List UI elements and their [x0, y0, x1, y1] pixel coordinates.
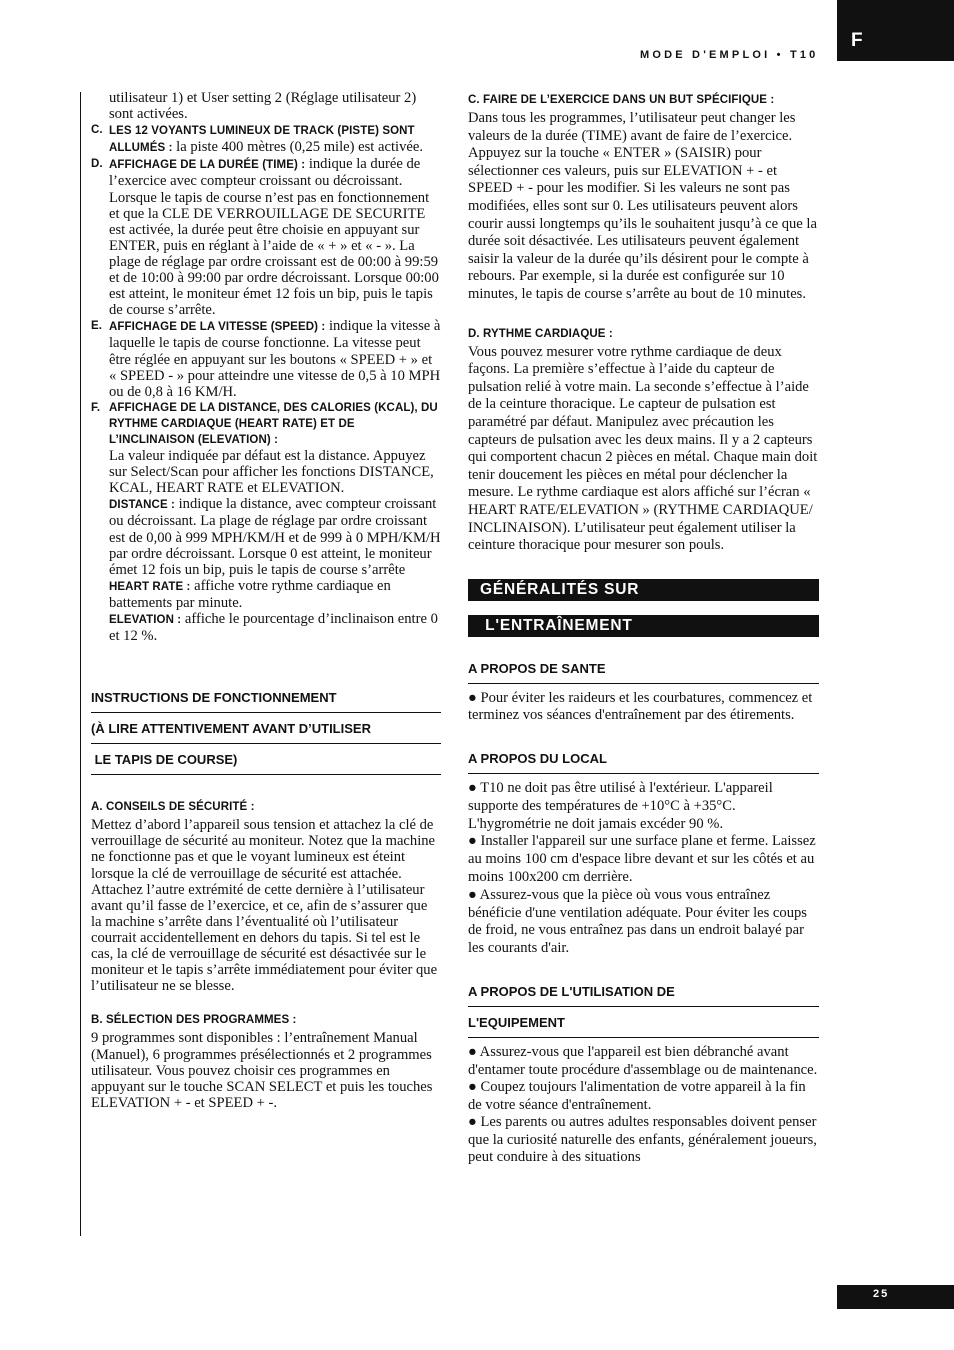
- paragraph-a: Mettez d’abord l’appareil sous tension et attachez la clé de verrouillage de sécurité au moniteur. Notez que la machine ne fonctionne pas et que le voyant lumineux est éteint lorsque la clé de verrouillage de sécurité est attachée. Attachez l’autre extrémité de cette dernière à l’utilisateur avant qu’il fasse de l’exercice, et ce, afin de s’assurer que la machine s’arrête dans l’éventualité où l’utilisateur courrait accidentellement en dehors du tapis. Si tel est le cas, la clé de verrouillage de sécurité est désactivée sur le moniteur et le tapis s’arrête immédiatement pour éviter que l’utilisateur ne se blesse.: [91, 817, 438, 995]
- local-bullet: ● T10 ne doit pas être utilisé à l'extérieur. L'appareil supporte des températures de +10°C à +35°C. L'hygrométrie ne doit jamais excéder 90 %.: [468, 779, 773, 832]
- local-bullet: ● Assurez-vous que la pièce où vous vous entraînez bénéficie d'une ventilation adéquate. Pour éviter les coups de froid, ne vous entraînez pas dans un endroit balayé par les courants d'air.: [468, 886, 807, 957]
- item-label: LES 12 VOYANTS LUMINEUX DE TRACK (PISTE) SONT ALLUMÉS :: [109, 125, 415, 155]
- right-column: [468, 90, 819, 1167]
- item-c-track: [91, 122, 441, 156]
- language-tab: [837, 0, 954, 61]
- item-text: la piste 400 mètres (0,25 mile) est activée.: [176, 139, 423, 156]
- heading-local: A PROPOS DU LOCAL: [468, 751, 819, 774]
- page-number-box: [837, 1285, 954, 1309]
- paragraph-d: Vous pouvez mesurer votre rythme cardiaque de deux façons. La première s’effectue à l’aide du capteur de pulsation relié à votre main. La seconde s’effectue à l’aide de la ceinture thoracique. Le capteur de pulsation est paramétré par défaut. Manipulez avec précaution les capteurs de pulsation avec les deux mains. Il y a 2 capteurs qui comportent chacun 2 pièces en métal. Chaque main doit tenir doucement les pièces en métal pour déclencher la mesure. Le rythme cardiaque est alors affiché sur l’écran « HEART RATE/ELEVATION » (RYTHME CARDIAQUE/ INCLINAISON). L’utilisateur peut également utiliser la ceinture thoracique pour mesurer son pouls.: [468, 343, 818, 554]
- item-marker: C.: [91, 124, 103, 137]
- item-label: AFFICHAGE DE LA VITESSE (SPEED) :: [109, 321, 326, 334]
- language-tab-letter: F: [851, 30, 863, 51]
- item-marker: D.: [91, 158, 103, 171]
- equip-bullet: ● Coupez toujours l'alimentation de votre appareil à la fin de votre séance d'entraînement.: [468, 1079, 806, 1113]
- item-label: AFFICHAGE DE LA DURÉE (TIME) :: [109, 159, 306, 172]
- intro-continuation: utilisateur 1) et User setting 2 (Réglage utilisateur 2) sont activées.: [109, 90, 417, 123]
- equip-bullet: ● Les parents ou autres adultes responsables doivent penser que la curiosité naturelle des enfants, généralement joueurs, peut conduire à des situations: [468, 1114, 817, 1166]
- subheading-d: D. RYTHME CARDIAQUE :: [468, 327, 613, 340]
- section-heading: INSTRUCTIONS DE FONCTIONNEMENT: [91, 690, 441, 713]
- item-marker: F.: [91, 401, 101, 414]
- left-column: [91, 90, 441, 1111]
- item-marker: E.: [91, 320, 103, 333]
- subheading-c: C. FAIRE DE L’EXERCICE DANS UN BUT SPÉCIFIQUE :: [468, 94, 775, 106]
- section-bar-training: L'ENTRAÎNEMENT: [468, 615, 819, 637]
- heartrate-text: affiche votre rythme cardiaque en battements par minute.: [109, 577, 391, 611]
- left-margin-rule: [80, 92, 81, 1236]
- equip-bullet: ● Assurez-vous que l'appareil est bien débranché avant d'entamer toute procédure d'assemblage ou de maintenance.: [468, 1043, 818, 1078]
- item-text: indique la durée de l’exercice avec compteur croissant ou décroissant. Lorsque le tapis de course n’est pas en fonctionnement et que la CLE DE VERROUILLAGE DE SECURITE est activée, la durée peut être choisie en appuyant sur ENTER, puis en réglant à l’aide de « + » et « - ». La plage de réglage par ordre croissant est de 00:00 à 99:59 et de 10:00 à 99:00 par ordre décroissant. Lorsque 00:00 est atteint, le moniteur émet 12 fois un bip, puis le tapis de course s’arrête.: [109, 156, 439, 319]
- heartrate-label: HEART RATE :: [109, 580, 191, 593]
- subheading-b: B. SÉLECTION DES PROGRAMMES :: [91, 1014, 297, 1027]
- heading-equipement: A PROPOS DE L'UTILISATION DE: [468, 984, 819, 1007]
- section-heading: (À LIRE ATTENTIVEMENT AVANT D’UTILISER: [91, 721, 441, 744]
- heading-sante: A PROPOS DE SANTE: [468, 661, 819, 684]
- running-header: MODE D'EMPLOI • T10: [640, 49, 819, 61]
- item-e-speed: [91, 318, 441, 399]
- section-heading: LE TAPIS DE COURSE): [91, 752, 441, 775]
- elevation-label: ELEVATION :: [109, 614, 182, 626]
- distance-text: indique la distance, avec compteur croissant ou décroissant. La plage de réglage par ordre croissant est de 0,00 à 999 MPH/KM/H et de 999 à 0 MPH/KM/H par ordre décroissant. Lorsque 0 est atteint, le moniteur émet 12 fois un bip, puis le tapis de course s’arrête: [109, 496, 441, 578]
- page-number: 25: [873, 1288, 890, 1300]
- item-f-display: [91, 400, 441, 644]
- heading-equipement: L'EQUIPEMENT: [468, 1015, 819, 1038]
- item-label: AFFICHAGE DE LA DISTANCE, DES CALORIES (KCAL), DU RYTHME CARDIAQUE (HEART RATE) ET DE L’INCLINAISON (ELEVATION) :: [109, 401, 438, 446]
- item-d-time: [91, 156, 441, 318]
- item-text: indique la vitesse à laquelle le tapis de course fonctionne. La vitesse peut être réglée en appuyant sur les boutons « SPEED + » et « SPEED - » pour atteindre une vitesse de 0,5 à 10 MPH ou de 0,8 à 16 KM/H.: [109, 318, 441, 400]
- sante-bullet: ● Pour éviter les raideurs et les courbatures, commencez et terminez vos séances d'entraînement par des étirements.: [468, 689, 813, 724]
- local-bullet: ● Installer l'appareil sur une surface plane et ferme. Laissez au moins 100 cm d'espace libre devant et sur les côtés et au moins 100x200 cm derrière.: [468, 833, 816, 885]
- elevation-text: affiche le pourcentage d’inclinaison entre 0 et 12 %.: [109, 611, 438, 645]
- paragraph-b: 9 programmes sont disponibles : l’entraînement Manual (Manuel), 6 programmes présélectionnés et 2 programmes utilisateur. Vous pouvez choisir ces programmes en appuyant sur le touche SCAN SELECT et puis les touches ELEVATION + - et SPEED + -.: [91, 1030, 433, 1111]
- paragraph-c: Dans tous les programmes, l’utilisateur peut changer les valeurs de la durée (TIME) avant de faire de l’exercice. Appuyez sur la touche « ENTER » (SAISIR) pour sélectionner ces valeurs, puis sur ELEVATION + - et SPEED + - pour les modifier. Si les valeurs ne sont pas modifiées, elles sont sur 0. Les utilisateurs peuvent alors courir aussi longtemps qu’ils le souhaitent jusqu’à ce que la durée soit désactivée. Les utilisateurs peuvent également saisir la valeur de la durée qu’ils désirent pour le compte à rebours. Par exemple, si la durée est configurée sur 10 minutes, le tapis de course s’arrête au bout de 10 minutes.: [468, 110, 817, 302]
- distance-label: DISTANCE :: [109, 499, 175, 512]
- subheading-a: A. CONSEILS DE SÉCURITÉ :: [91, 801, 255, 814]
- item-text: La valeur indiquée par défaut est la distance. Appuyez sur Select/Scan pour afficher les fonctions DISTANCE, KCAL, HEART RATE et ELEVATION.: [109, 448, 434, 497]
- section-bar-general: GÉNÉRALITÉS SUR: [468, 579, 819, 601]
